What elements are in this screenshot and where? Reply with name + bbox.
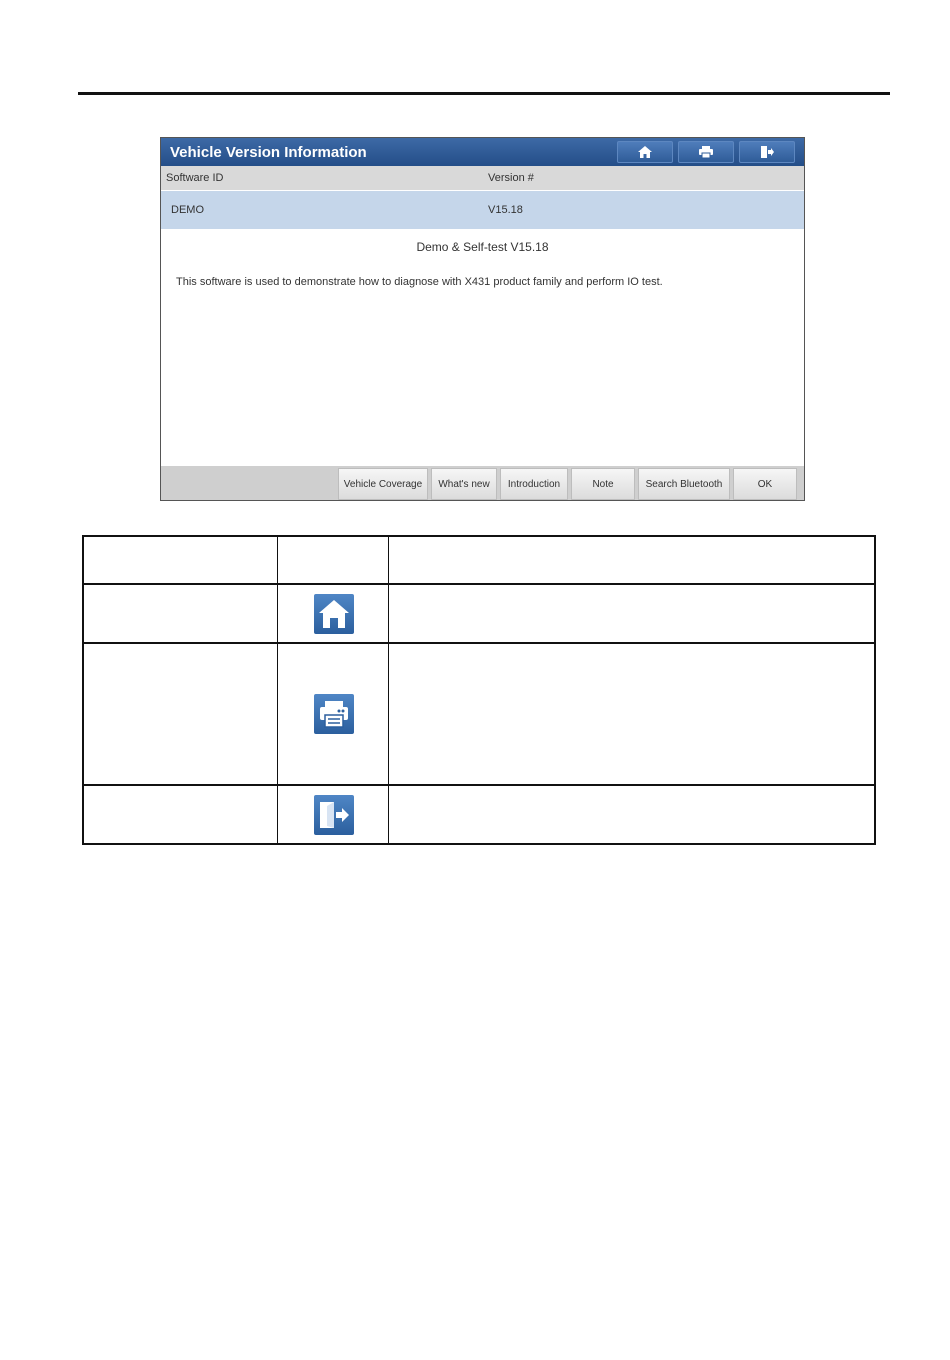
description-body: This software is used to demonstrate how to diagnose with X431 product family and perform IO test. xyxy=(176,276,663,288)
software-id-cell: DEMO xyxy=(171,204,204,216)
print-button[interactable] xyxy=(678,141,734,163)
title-bar xyxy=(161,138,804,166)
print-icon xyxy=(314,694,354,734)
home-button[interactable] xyxy=(617,141,673,163)
vehicle-version-screen xyxy=(160,137,805,501)
note-button[interactable]: Note xyxy=(571,468,635,500)
vehicle-coverage-button[interactable]: Vehicle Coverage xyxy=(338,468,428,500)
whats-new-button[interactable]: What's new xyxy=(431,468,497,500)
window-title: Vehicle Version Information xyxy=(170,144,367,161)
table-cell-home xyxy=(279,585,389,642)
bottom-toolbar xyxy=(161,466,804,501)
toolbar-legend-table xyxy=(82,535,876,845)
search-bluetooth-button[interactable]: Search Bluetooth xyxy=(638,468,730,500)
table-header-row xyxy=(161,166,804,190)
table-cell-print xyxy=(279,644,389,784)
ok-button[interactable]: OK xyxy=(733,468,797,500)
row-divider xyxy=(84,583,874,585)
table-row[interactable] xyxy=(161,191,804,229)
row-divider xyxy=(84,642,874,644)
page-header-rule xyxy=(78,92,890,95)
exit-button[interactable] xyxy=(739,141,795,163)
version-cell: V15.18 xyxy=(488,204,523,216)
row-divider xyxy=(84,784,874,786)
exit-icon xyxy=(314,795,354,835)
home-icon xyxy=(314,594,354,634)
print-icon xyxy=(698,145,714,159)
description-title: Demo & Self-test V15.18 xyxy=(416,240,549,254)
column-header-software-id: Software ID xyxy=(166,172,224,184)
column-header-version: Version # xyxy=(488,172,534,184)
exit-icon xyxy=(759,145,775,159)
table-cell-exit xyxy=(279,786,389,843)
introduction-button[interactable]: Introduction xyxy=(500,468,568,500)
home-icon xyxy=(637,145,653,159)
